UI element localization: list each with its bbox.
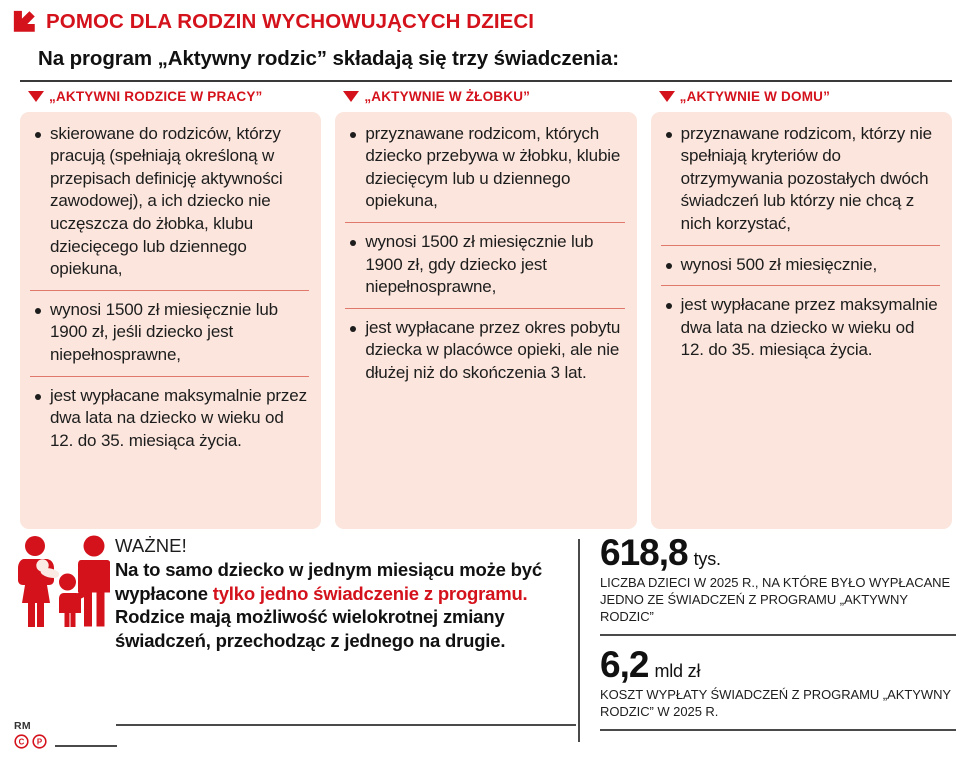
stat-description-2: KOSZT WYPŁATY ŚWIADCZEŃ Z PROGRAMU „AKTYWNY RODZIC” W 2025 R. — [600, 686, 951, 719]
list-item: przyznawane rodzicom, którzy nie spełniają kryteriów do otrzymywania pozostałych dwóch świadczeń lub którzy nie chcą z nich korzystać, — [661, 123, 938, 236]
stat-value-1 — [600, 534, 956, 572]
list-item: przyznawane rodzicom, których dziecko przebywa w żłobku, klubie dziecięcym lub u dziennego opiekuna, — [345, 123, 622, 213]
credit-block — [14, 720, 47, 749]
stat-unit-1: tys. — [693, 549, 721, 569]
list-item: skierowane do rodziców, którzy pracują (spełniają określoną w przepisach definicję aktywności zawodowej), a ich dziecko nie uczęszcza do żłobka, klubu dziecięcego lub dziennego opiekuna, — [30, 123, 307, 281]
note-panel — [0, 531, 578, 760]
benefit-bullet-list-1 — [30, 123, 307, 453]
triangle-down-icon — [28, 91, 44, 102]
credit-underline — [55, 745, 117, 747]
svg-text:P: P — [36, 737, 43, 747]
benefit-bullet-list-3 — [661, 123, 938, 362]
page-title: Na program „Aktywny rodzic” składają się trzy świadczenia: — [38, 47, 619, 70]
benefit-header-3 — [651, 82, 952, 112]
benefit-card-1 — [20, 112, 321, 529]
arrow-down-right-icon — [12, 9, 38, 35]
important-note-title: WAŻNE! — [115, 535, 187, 556]
benefit-column-1 — [20, 82, 321, 529]
benefit-header-2 — [335, 82, 636, 112]
important-note-body — [115, 558, 564, 652]
note-text-part2: Rodzice mają możliwość wielokrotnej zmiany świadczeń, przechodząc z jednego na drugie. — [115, 606, 506, 651]
stat-description-1: LICZBA DZIECI W 2025 R., NA KTÓRE BYŁO WYPŁACANE JEDNO ZE ŚWIADCZEŃ Z PROGRAMU „AKTYWNY RODZIC” — [600, 575, 951, 624]
list-item: jest wypłacane przez okres pobytu dziecka w placówce opieki, ale nie dłużej niż do skończenia 3 lat. — [345, 308, 622, 385]
list-item: jest wypłacane maksymalnie przez dwa lata na dziecko w wieku od 12. do 35. miesiąca życia. — [30, 376, 307, 453]
benefit-columns — [20, 82, 952, 529]
svg-text:C: C — [18, 737, 25, 747]
family-icon-column — [0, 531, 115, 760]
benefit-header-1 — [20, 82, 321, 112]
stat-number-2: 6,2 — [600, 643, 649, 685]
note-text-highlight: tylko jedno świadczenie z programu. — [212, 582, 528, 604]
credit-marks — [14, 734, 47, 749]
note-text-part1: Na to samo dziecko w jednym miesiącu może być wypłacone — [115, 559, 542, 604]
stats-divider-2 — [600, 729, 956, 731]
benefit-column-3 — [651, 82, 952, 529]
benefit-card-2 — [335, 112, 636, 529]
stat-number-1: 618,8 — [600, 532, 688, 573]
list-item: wynosi 1500 zł miesięcznie lub 1900 zł, gdy dziecko jest niepełnosprawne, — [345, 222, 622, 299]
stat-block-1 — [600, 531, 956, 626]
list-item: jest wypłacane przez maksymalnie dwa lata na dziecko w wieku od 12. do 35. miesiąca życia. — [661, 285, 938, 362]
triangle-down-icon — [659, 91, 675, 102]
vertical-divider — [578, 539, 580, 742]
stats-panel — [578, 531, 972, 760]
triangle-down-icon — [343, 91, 359, 102]
sound-recording-copyright-icon — [32, 734, 47, 749]
list-item: wynosi 1500 zł miesięcznie lub 1900 zł, jeśli dziecko jest niepełnosprawne, — [30, 290, 307, 367]
family-pictogram-icon — [14, 535, 110, 645]
credit-author: RM — [14, 720, 31, 733]
benefit-column-2 — [335, 82, 636, 529]
benefit-label-3: „AKTYWNIE W DOMU” — [679, 89, 831, 105]
page-kicker: POMOC DLA RODZIN WYCHOWUJĄCYCH DZIECI — [46, 9, 535, 33]
stat-unit-2: mld zł — [654, 660, 701, 681]
benefit-card-3 — [651, 112, 952, 529]
stat-value-2 — [600, 643, 956, 685]
header — [0, 0, 972, 35]
note-bottom-divider — [116, 724, 576, 726]
copyright-icon — [14, 734, 29, 749]
benefit-bullet-list-2 — [345, 123, 622, 385]
benefit-label-2: „AKTYWNIE W ŻŁOBKU” — [364, 89, 531, 105]
list-item: wynosi 500 zł miesięcznie, — [661, 245, 938, 277]
stat-block-2 — [600, 636, 956, 721]
bottom-section — [0, 531, 972, 760]
benefit-label-1: „AKTYWNI RODZICE W PRACY” — [49, 89, 263, 105]
